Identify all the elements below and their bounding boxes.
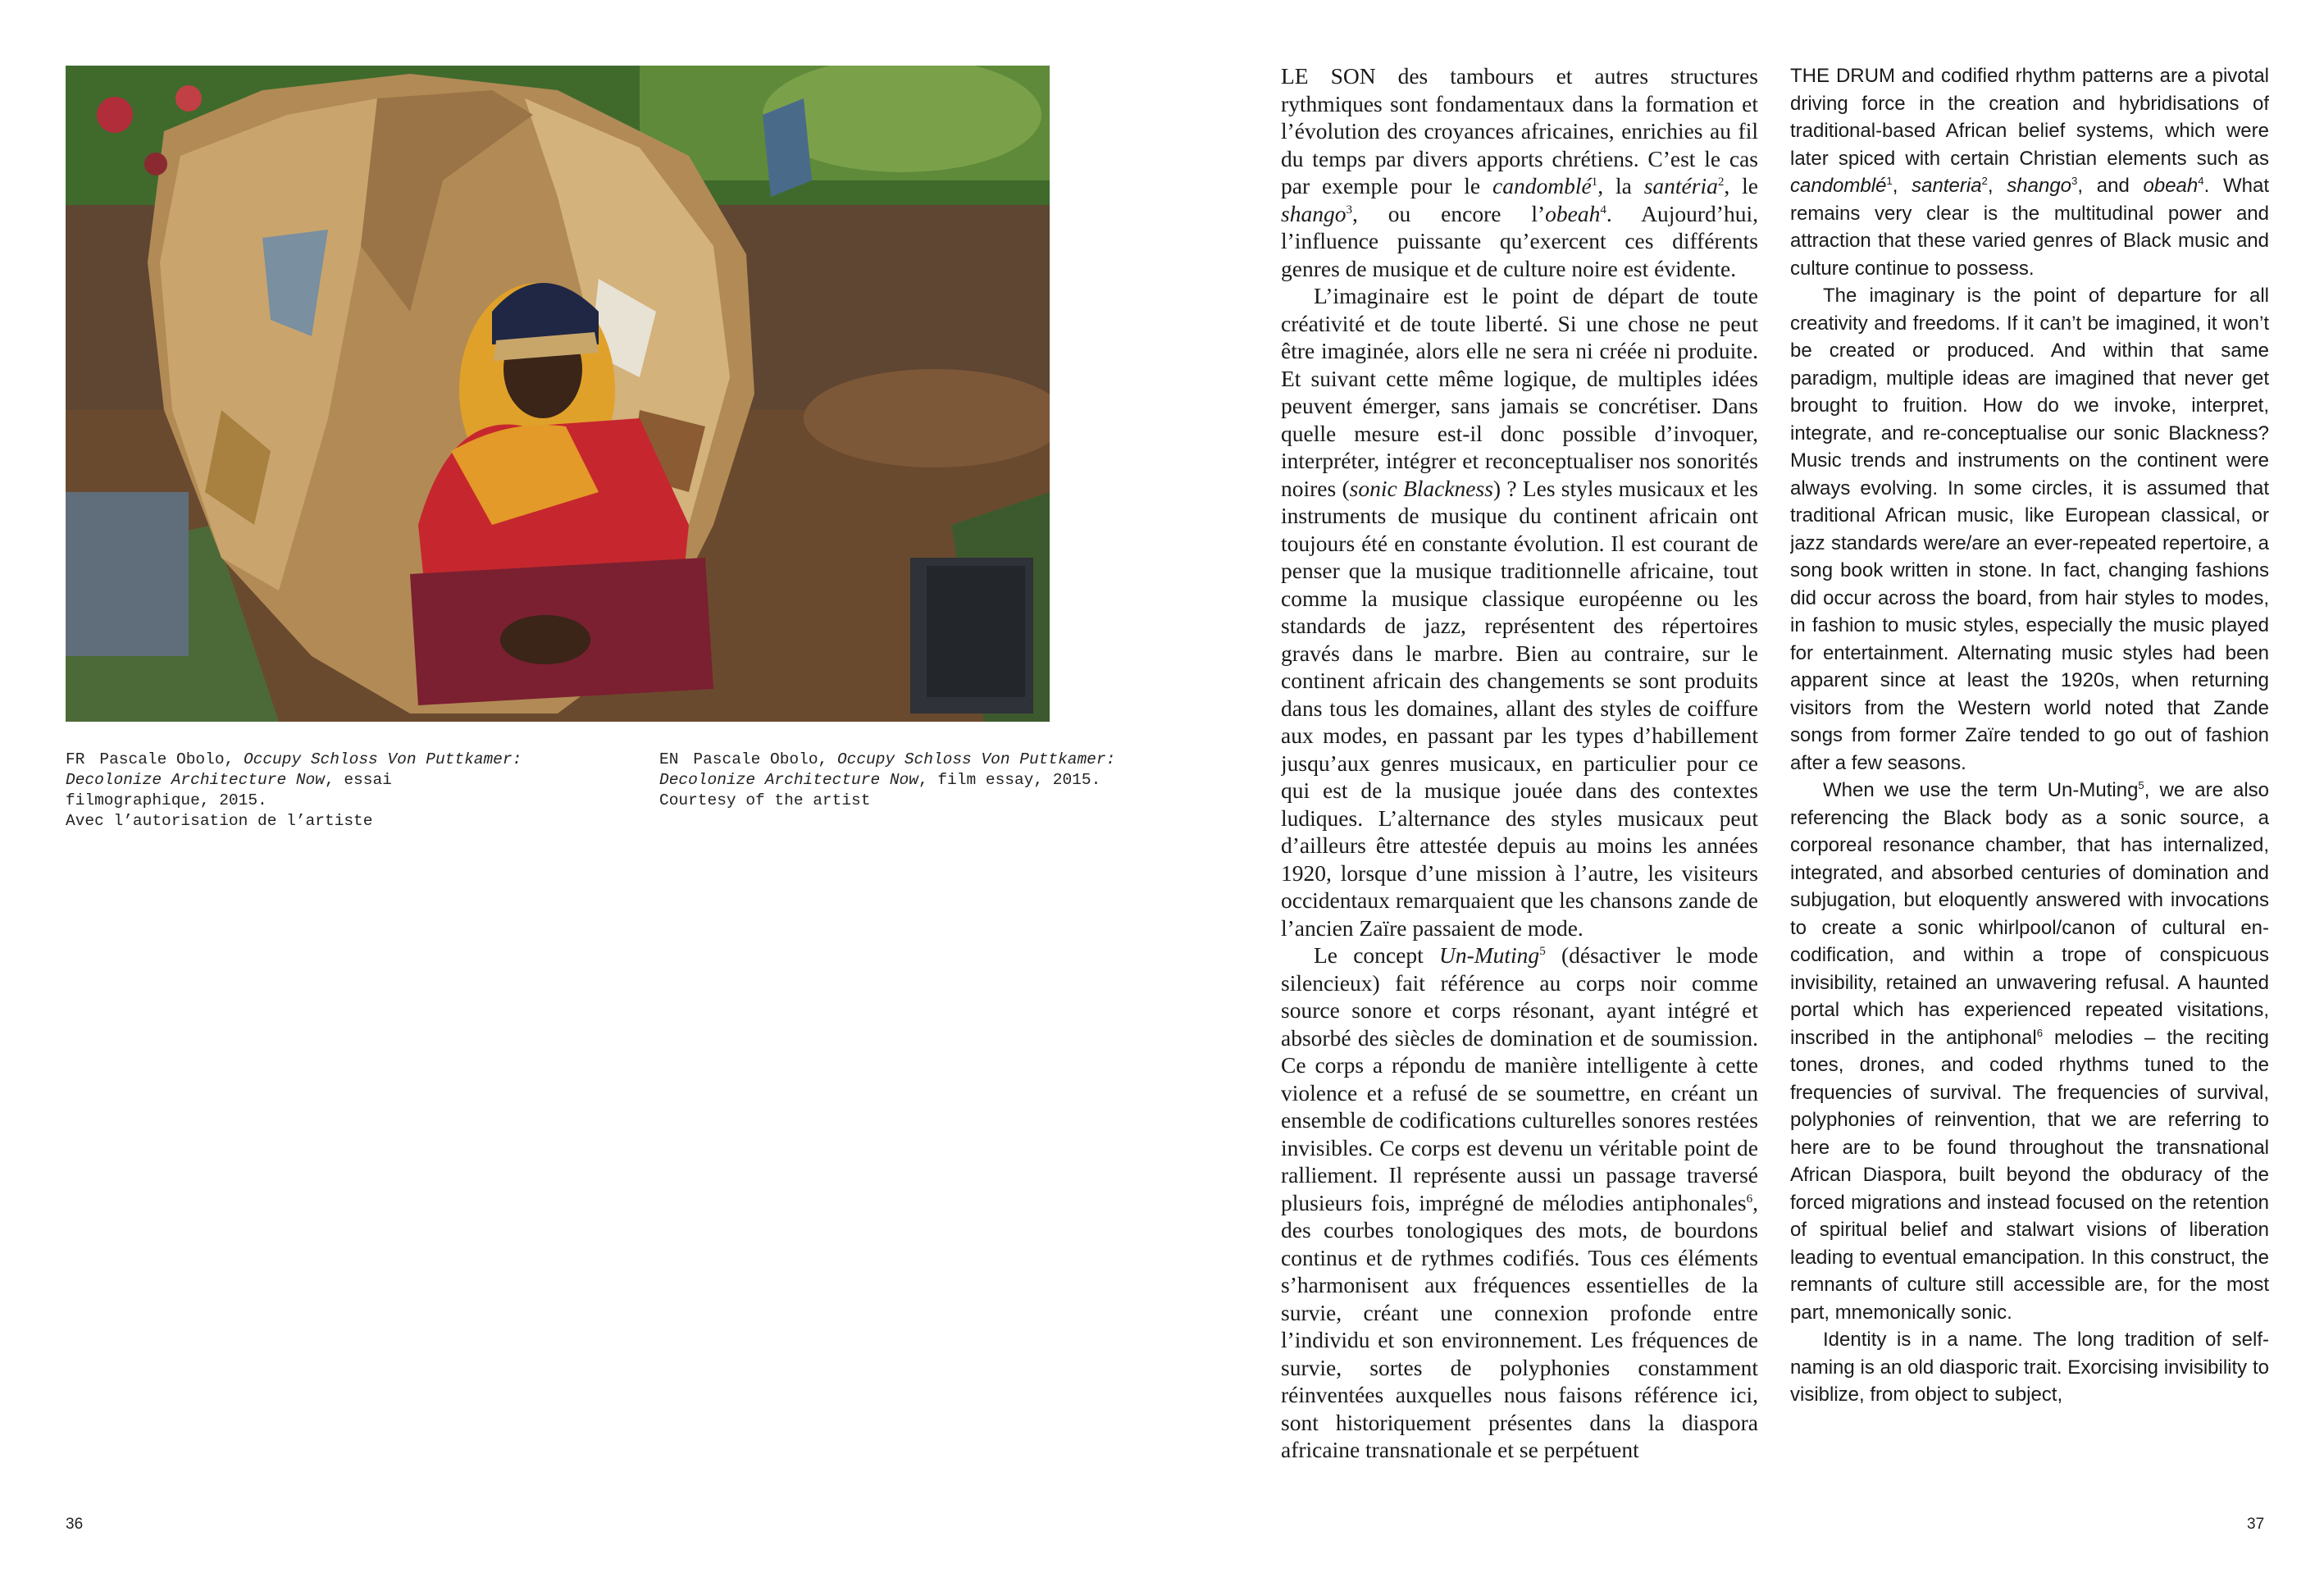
photo-caption-en xyxy=(659,750,1125,811)
fr-sep: , la xyxy=(1597,173,1644,198)
artwork-photo-illustration xyxy=(66,66,1050,722)
caption-fr-artist: Pascale Obolo, xyxy=(99,750,244,768)
en-term-shango: shango xyxy=(2007,175,2072,197)
en-sep: , xyxy=(1987,175,2007,197)
en-paragraph-3 xyxy=(1790,777,2269,1326)
caption-en-credit: Courtesy of the artist xyxy=(659,791,871,809)
page-number-left: 36 xyxy=(66,1516,84,1533)
fr-p1-text: LE SON des tambours et autres structures rythmiques sont fondamentaux dans la formation et l’évolution des croyances africaines, enrichies au fil du temps par divers apports chrétiens. C’est le cas par exemple pour le xyxy=(1281,63,1758,198)
footnote-ref: 4 xyxy=(1600,203,1606,217)
en-p1-text: THE DRUM and codified rhythm patterns are a pivotal driving force in the creation and hybridisations of traditional-based African belief systems, which were later spiced with certain Christian elements such as xyxy=(1790,65,2269,170)
caption-fr-title: Occupy Schloss Von Puttkamer: Decolonize Architecture Now xyxy=(66,750,531,789)
caption-en-title: Occupy Schloss Von Puttkamer: Decolonize Architecture Now xyxy=(659,750,1125,789)
fr-term-shango: shango xyxy=(1281,200,1347,226)
fr-sep: , ou encore l’ xyxy=(1352,200,1546,226)
french-text-column xyxy=(1281,62,1758,1498)
footnote-ref: 5 xyxy=(1539,944,1546,958)
fr-sep: , le xyxy=(1724,173,1758,198)
en-paragraph-4: Identity is in a name. The long tradition of self-naming is an old diasporic trait. Exorcising invisibility to visiblize, from object to subject, xyxy=(1790,1329,2269,1406)
fr-p3-text-end: , des courbes tonologiques des mots, de bourdons continus et de rythmes codifiés. Tous ces éléments s’harmonisent aux fréquences essentielles de la survie, créant une connexion profonde entre l’individu et son environnement. Les fréquences de survie, sortes de polyphonies constamment réinventées auxquelles nous faisons référence ici, sont historiquement présentes dans la diaspora africaine transnationale et se perpétuent xyxy=(1281,1189,1758,1462)
en-paragraph-1 xyxy=(1790,62,2269,282)
fr-term-sonic-blackness: sonic Blackness xyxy=(1349,475,1493,501)
fr-term-obeah: obeah xyxy=(1545,200,1601,226)
fr-term-candomble: candomblé xyxy=(1492,173,1592,198)
footnote-ref: 6 xyxy=(1746,1192,1753,1206)
fr-term-un-muting: Un-Muting xyxy=(1438,942,1540,968)
en-term-candomble: candomblé xyxy=(1790,175,1887,197)
en-term-obeah: obeah xyxy=(2143,175,2199,197)
english-text-column xyxy=(1790,62,2269,1498)
caption-fr-credit: Avec l’autorisation de l’artiste xyxy=(66,812,373,830)
footnote-ref: 1 xyxy=(1886,175,1893,187)
footnote-ref: 1 xyxy=(1591,175,1598,189)
fr-p2-text-end: ) ? Les styles musicaux et les instruments de musique du continent africain ont toujours été en constante évolution. Il est courant de penser que la musique traditionnelle africaine, tout comme la musique classique européenne ou les standards de jazz, représentent des répertoires gravés dans le marbre. Bien au contraire, sur le continent africain des changements se sont produits dans tous les domaines, allant des styles de coiffure aux modes, en passant par les types d’habillement jusqu’aux genres musicaux, en particulier pour ce qui est de la musique jouée dans des contextes ludiques. L’alternance des styles musicaux peut d’ailleurs être attestée depuis au moins les années 1920, lorsque d’une mission à l’autre, les visiteurs occidentaux remarquaient que les chansons zande de l’ancien Zaïre passaient de mode. xyxy=(1281,475,1758,941)
fr-p3-text-mid: (désactiver le mode silencieux) fait référence au corps noir comme source sonore et corps résonant, ayant intégré et absorbé des siècles de domination et de soumission. Ce corps a répondu de manière intelligente à cette violence et a refusé de se soumettre, en créant un ensemble de codifications culturelles sonores restées invisibles. Ce corps est devenu un véritable point de ralliement. Il représente aussi un passage traversé plusieurs fois, imprégné de mélodies antiphonales xyxy=(1281,942,1758,1215)
en-p3-text: When we use the term Un-Muting xyxy=(1823,779,2139,801)
fr-paragraph-3 xyxy=(1281,941,1758,1464)
caption-lang-fr: FR xyxy=(66,750,85,768)
en-p3-text-mid: , we are also referencing the Black body as a sonic source, a corporeal resonance chamber, that has internalized, integrated, and absorbed centuries of domination and subjugation, but eloquently answered with invocations to create a sonic whirlpool/canon of cultural en-codification, and within a trope of conspicuous invisibility, retained an unwavering refusal. A haunted portal which has experienced repeated visitations, inscribed in the antiphonal xyxy=(1790,779,2269,1049)
fr-paragraph-2 xyxy=(1281,282,1758,941)
en-p3-text-end: melodies – the reciting tones, drones, and coded rhythms tuned to the frequencies of survival. The frequencies of survival, polyphonies of reinvention, that we are referring to here are to be found throughout the transnational African Diaspora, built beyond the obduracy of the forced migrations and instead focused on the retention of spiritual belief and stalwart visions of liberation leading to eventual emancipation. In this construct, the remnants of culture still accessible are, for the most part, mnemonically sonic. xyxy=(1790,1026,2269,1324)
caption-en-artist: Pascale Obolo, xyxy=(693,750,837,768)
en-p1-text-end: . What remains very clear is the multitudinal power and attraction that these varied genres of Black music and culture continue to possess. xyxy=(1790,175,2269,280)
caption-lang-en: EN xyxy=(659,750,679,768)
caption-fr-rest: , essai filmographique, 2015. xyxy=(66,771,402,809)
en-sep: , xyxy=(1892,175,1912,197)
fr-term-santeria: santéria xyxy=(1643,173,1718,198)
footnote-ref: 5 xyxy=(2138,779,2144,791)
fr-p3-text: Le concept xyxy=(1314,942,1439,968)
footnote-ref: 3 xyxy=(1346,203,1353,217)
caption-en-rest: , film essay, 2015. xyxy=(918,771,1101,789)
footnote-ref: 2 xyxy=(1717,175,1725,189)
footnote-ref: 6 xyxy=(2036,1026,2044,1039)
footnote-ref: 3 xyxy=(2071,175,2078,187)
fr-p2-text: L’imaginaire est le point de départ de toute créativité et de toute liberté. Si une chose ne peut être imaginée, alors elle ne sera ni créée ni produite. Et suivant cette même logique, de multiples idées peuvent émerger, sans jamais se concrétiser. Dans quelle mesure est-il donc possible d’invoquer, interpréter, intégrer et reconceptualiser nos sonorités noires ( xyxy=(1281,283,1758,501)
page-number-right: 37 xyxy=(2247,1516,2265,1533)
en-term-santeria: santeria xyxy=(1912,175,1982,197)
en-sep: , and xyxy=(2077,175,2144,197)
footnote-ref: 4 xyxy=(2198,175,2204,187)
footnote-ref: 2 xyxy=(1981,175,1988,187)
fr-paragraph-1 xyxy=(1281,62,1758,282)
photo-caption-fr xyxy=(66,750,531,832)
artwork-photo xyxy=(66,66,1050,722)
en-paragraph-2: The imaginary is the point of departure for all creativity and freedoms. If it can’t be imagined, it won’t be created or produced. And within that same paradigm, multiple ideas are imagined that never get brought to fruition. How do we invoke, interpret, integrate, and re-conceptualise our sonic Blackness? Music trends and instruments on the continent were always evolving. In some circles, it is assumed that traditional African music, like European classical, or jazz standards were/are an ever-repeated repertoire, a song book written in stone. In fact, changing fashions did occur across the board, from hair styles to modes, in fashion to music styles, especially the music played for entertainment. Alternating music styles had been apparent since at least the 1920s, when returning visitors from the Western world noted that Zande songs from former Zaïre tended to go out of fashion after a few seasons. xyxy=(1790,285,2269,774)
fr-p1-text-end: . Aujourd’hui, l’influence puissante qu’exercent ces différents genres de musique et de culture noire est évidente. xyxy=(1281,200,1758,281)
